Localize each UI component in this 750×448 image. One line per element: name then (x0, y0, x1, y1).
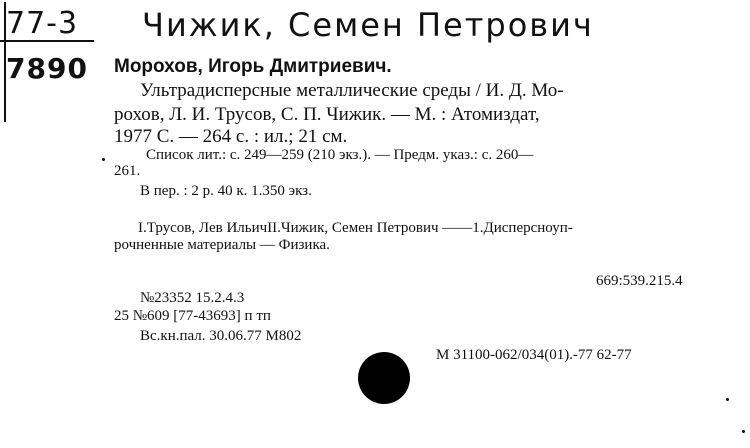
udc-code: 669:539.215.4 (596, 273, 683, 289)
handwritten-inventory-number: 7890 (6, 52, 88, 85)
punch-hole (358, 352, 410, 404)
meta-line-3: Вс.кн.пал. 30.06.77 М802 (140, 328, 302, 344)
ink-speck (742, 430, 745, 433)
meta-line-1: №23352 15.2.4.3 (140, 290, 245, 306)
note-line-2: 261. (114, 163, 141, 179)
handwritten-call-number: 77-3 (6, 6, 79, 41)
price-line: В пер. : 2 р. 40 к. 1.350 экз. (140, 183, 312, 199)
note-line-1: Список лит.: с. 249—259 (210 экз.). — Предм. указ.: с. 260— (146, 147, 534, 163)
author-heading: Морохов, Игорь Дмитриевич. (114, 56, 392, 77)
publisher-code: М 31100-062/034(01).-77 62-77 (436, 347, 632, 363)
meta-line-2: 25 №609 [77-43693] п тп (114, 308, 271, 324)
ink-speck (726, 398, 729, 401)
tracing-line-1: I.Трусов, Лев ИльичII.Чижик, Семен Петрович ——1.Дисперсноуп- (138, 220, 573, 236)
tracing-line-2: рочненные материалы — Физика. (114, 237, 330, 253)
ink-speck (102, 158, 105, 161)
title-line-3: 1977 С. — 264 с. : ил.; 21 см. (114, 126, 348, 147)
title-line-2: рохов, Л. И. Трусов, С. П. Чижик. — М. : Атомиздат, (114, 104, 540, 125)
title-line-1: Ультрадисперсные металлические среды / И. Д. Мо- (140, 80, 564, 101)
handwritten-name: Чижик, Семен Петрович (142, 6, 594, 44)
